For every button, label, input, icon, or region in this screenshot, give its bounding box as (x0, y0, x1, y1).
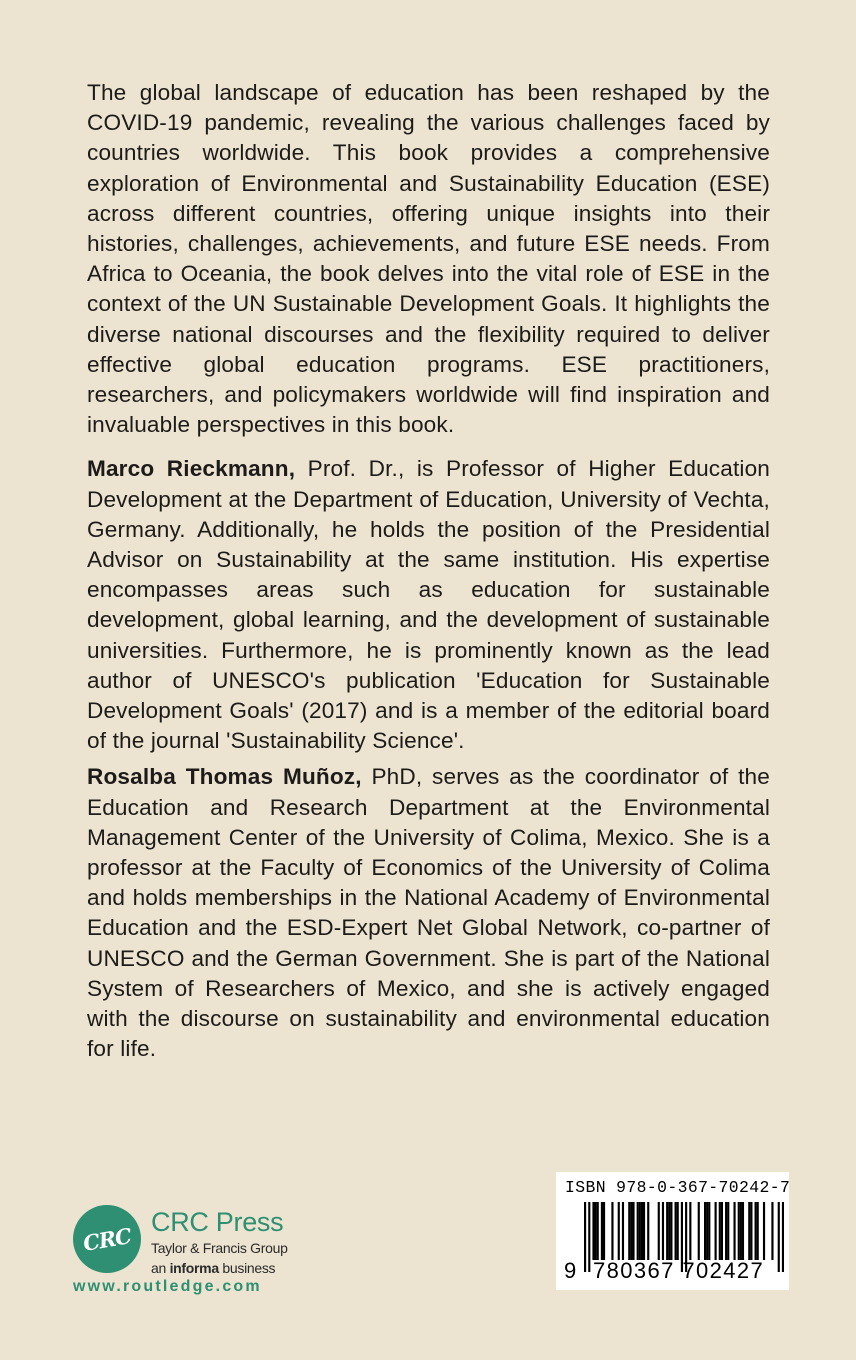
barcode-bar (628, 1202, 630, 1260)
back-cover-text (87, 78, 770, 1065)
author-name: Marco Rieckmann, (87, 456, 296, 482)
barcode-bar (588, 1202, 590, 1272)
barcode-bar (632, 1202, 634, 1260)
publisher-block (73, 1205, 333, 1305)
isbn-label: ISBN 978-0-367-70242-7 (565, 1178, 791, 1197)
barcode-bar (592, 1202, 594, 1260)
barcode-bar (689, 1202, 691, 1260)
barcode-bar (698, 1202, 700, 1260)
barcode-bar (658, 1202, 660, 1260)
barcode-bar (662, 1202, 664, 1260)
barcode-bar (677, 1202, 679, 1260)
barcode-bar (725, 1202, 727, 1260)
barcode-bar (675, 1202, 677, 1260)
barcode-bar (595, 1202, 597, 1260)
publisher-website[interactable]: www.routledge.com (73, 1278, 262, 1295)
barcode-bar (738, 1202, 740, 1260)
barcode-bar (597, 1202, 599, 1260)
barcode-bar (778, 1202, 780, 1272)
barcode-bar (740, 1202, 742, 1260)
barcode-bar (782, 1202, 784, 1272)
barcode-bar (647, 1202, 649, 1260)
barcode-bar (622, 1202, 624, 1260)
publisher-group: Taylor & Francis Group (151, 1240, 288, 1256)
barcode-bar (704, 1202, 706, 1260)
barcode-bar (733, 1202, 735, 1260)
book-description: The global landscape of education has been reshaped by the COVID-19 pandemic, revealing the various challenges faced by countries worldwide. This book provides a comprehensive exploration of Environmental and Sustainability Education (ESE) across different countries, offering unique insights into their histories, challenges, achievements, and future ESE needs. From Africa to Oceania, the book delves into the vital role of ESE in the context of the UN Sustainable Development Goals. It highlights the diverse national discourses and the flexibility required to deliver effective global education programs. ESE practitioners, researchers, and policymakers worldwide will find inspiration and invaluable perspectives in this book. (87, 80, 770, 438)
crc-logo-icon (73, 1205, 141, 1273)
barcode-bar (708, 1202, 710, 1260)
publisher-subtitle: an informa business (151, 1260, 276, 1276)
publisher-name: CRC Press (151, 1207, 284, 1237)
barcode-bar (611, 1202, 613, 1260)
crc-logo-text: CRC (81, 1222, 133, 1256)
barcode-bar (721, 1202, 723, 1260)
barcode-bar (630, 1202, 632, 1260)
barcode-bar (719, 1202, 721, 1260)
author-name: Rosalba Thomas Muñoz, (87, 764, 362, 790)
barcode-bar (668, 1202, 670, 1260)
barcode-bar (757, 1202, 759, 1260)
barcode-bar (603, 1202, 605, 1260)
ean-digits: 780367 702427 (593, 1258, 765, 1283)
barcode-bar (715, 1202, 717, 1260)
barcode-bar (639, 1202, 641, 1260)
barcode-bar (670, 1202, 672, 1260)
barcode-bar (601, 1202, 603, 1260)
barcode-bar (727, 1202, 729, 1260)
barcode-bar (763, 1202, 765, 1260)
barcode-bar (742, 1202, 744, 1260)
author-bio-text: Prof. Dr., is Professor of Higher Education Development at the Department of Education, University of Vechta, Germany. Additionally, he holds the position of the Presidential Advisor on Sustainability at the same institution. His expertise encompasses areas such as education for sustainable development, global learning, and the development of sustainable universities. Furthermore, he is prominently known as the lead author of UNESCO's publication 'Education for Sustainable Development Goals' (2017) and is a member of the editorial board of the journal 'Sustainability Science'. (87, 456, 770, 754)
barcode-bar (755, 1202, 757, 1260)
ean-first-digit: 9 (564, 1258, 577, 1283)
barcode-bar (706, 1202, 708, 1260)
author-bio-text: PhD, serves as the coordinator of the Education and Research Department at the Environmental Management Center of the University of Colima, Mexico. She is a professor at the Faculty of Economics of the University of Colima and holds memberships in the National Academy of Environmental Education and the ESD-Expert Net Global Network, co-partner of UNESCO and the German Government. She is part of the National System of Researchers of Mexico, and she is actively engaged with the discourse on sustainability and environmental education for life. (87, 764, 770, 1062)
barcode-bar (641, 1202, 643, 1260)
barcode-bar (584, 1202, 586, 1272)
barcode-bar (666, 1202, 668, 1260)
author-bio-1 (87, 454, 770, 756)
isbn-barcode (556, 1172, 789, 1290)
barcode-bar (637, 1202, 639, 1260)
author-bio-2 (87, 762, 770, 1064)
barcode-bar (643, 1202, 645, 1260)
barcode-bar (748, 1202, 750, 1260)
barcode-bar (618, 1202, 620, 1260)
barcode-bar (771, 1202, 773, 1260)
barcode-bar (750, 1202, 752, 1260)
